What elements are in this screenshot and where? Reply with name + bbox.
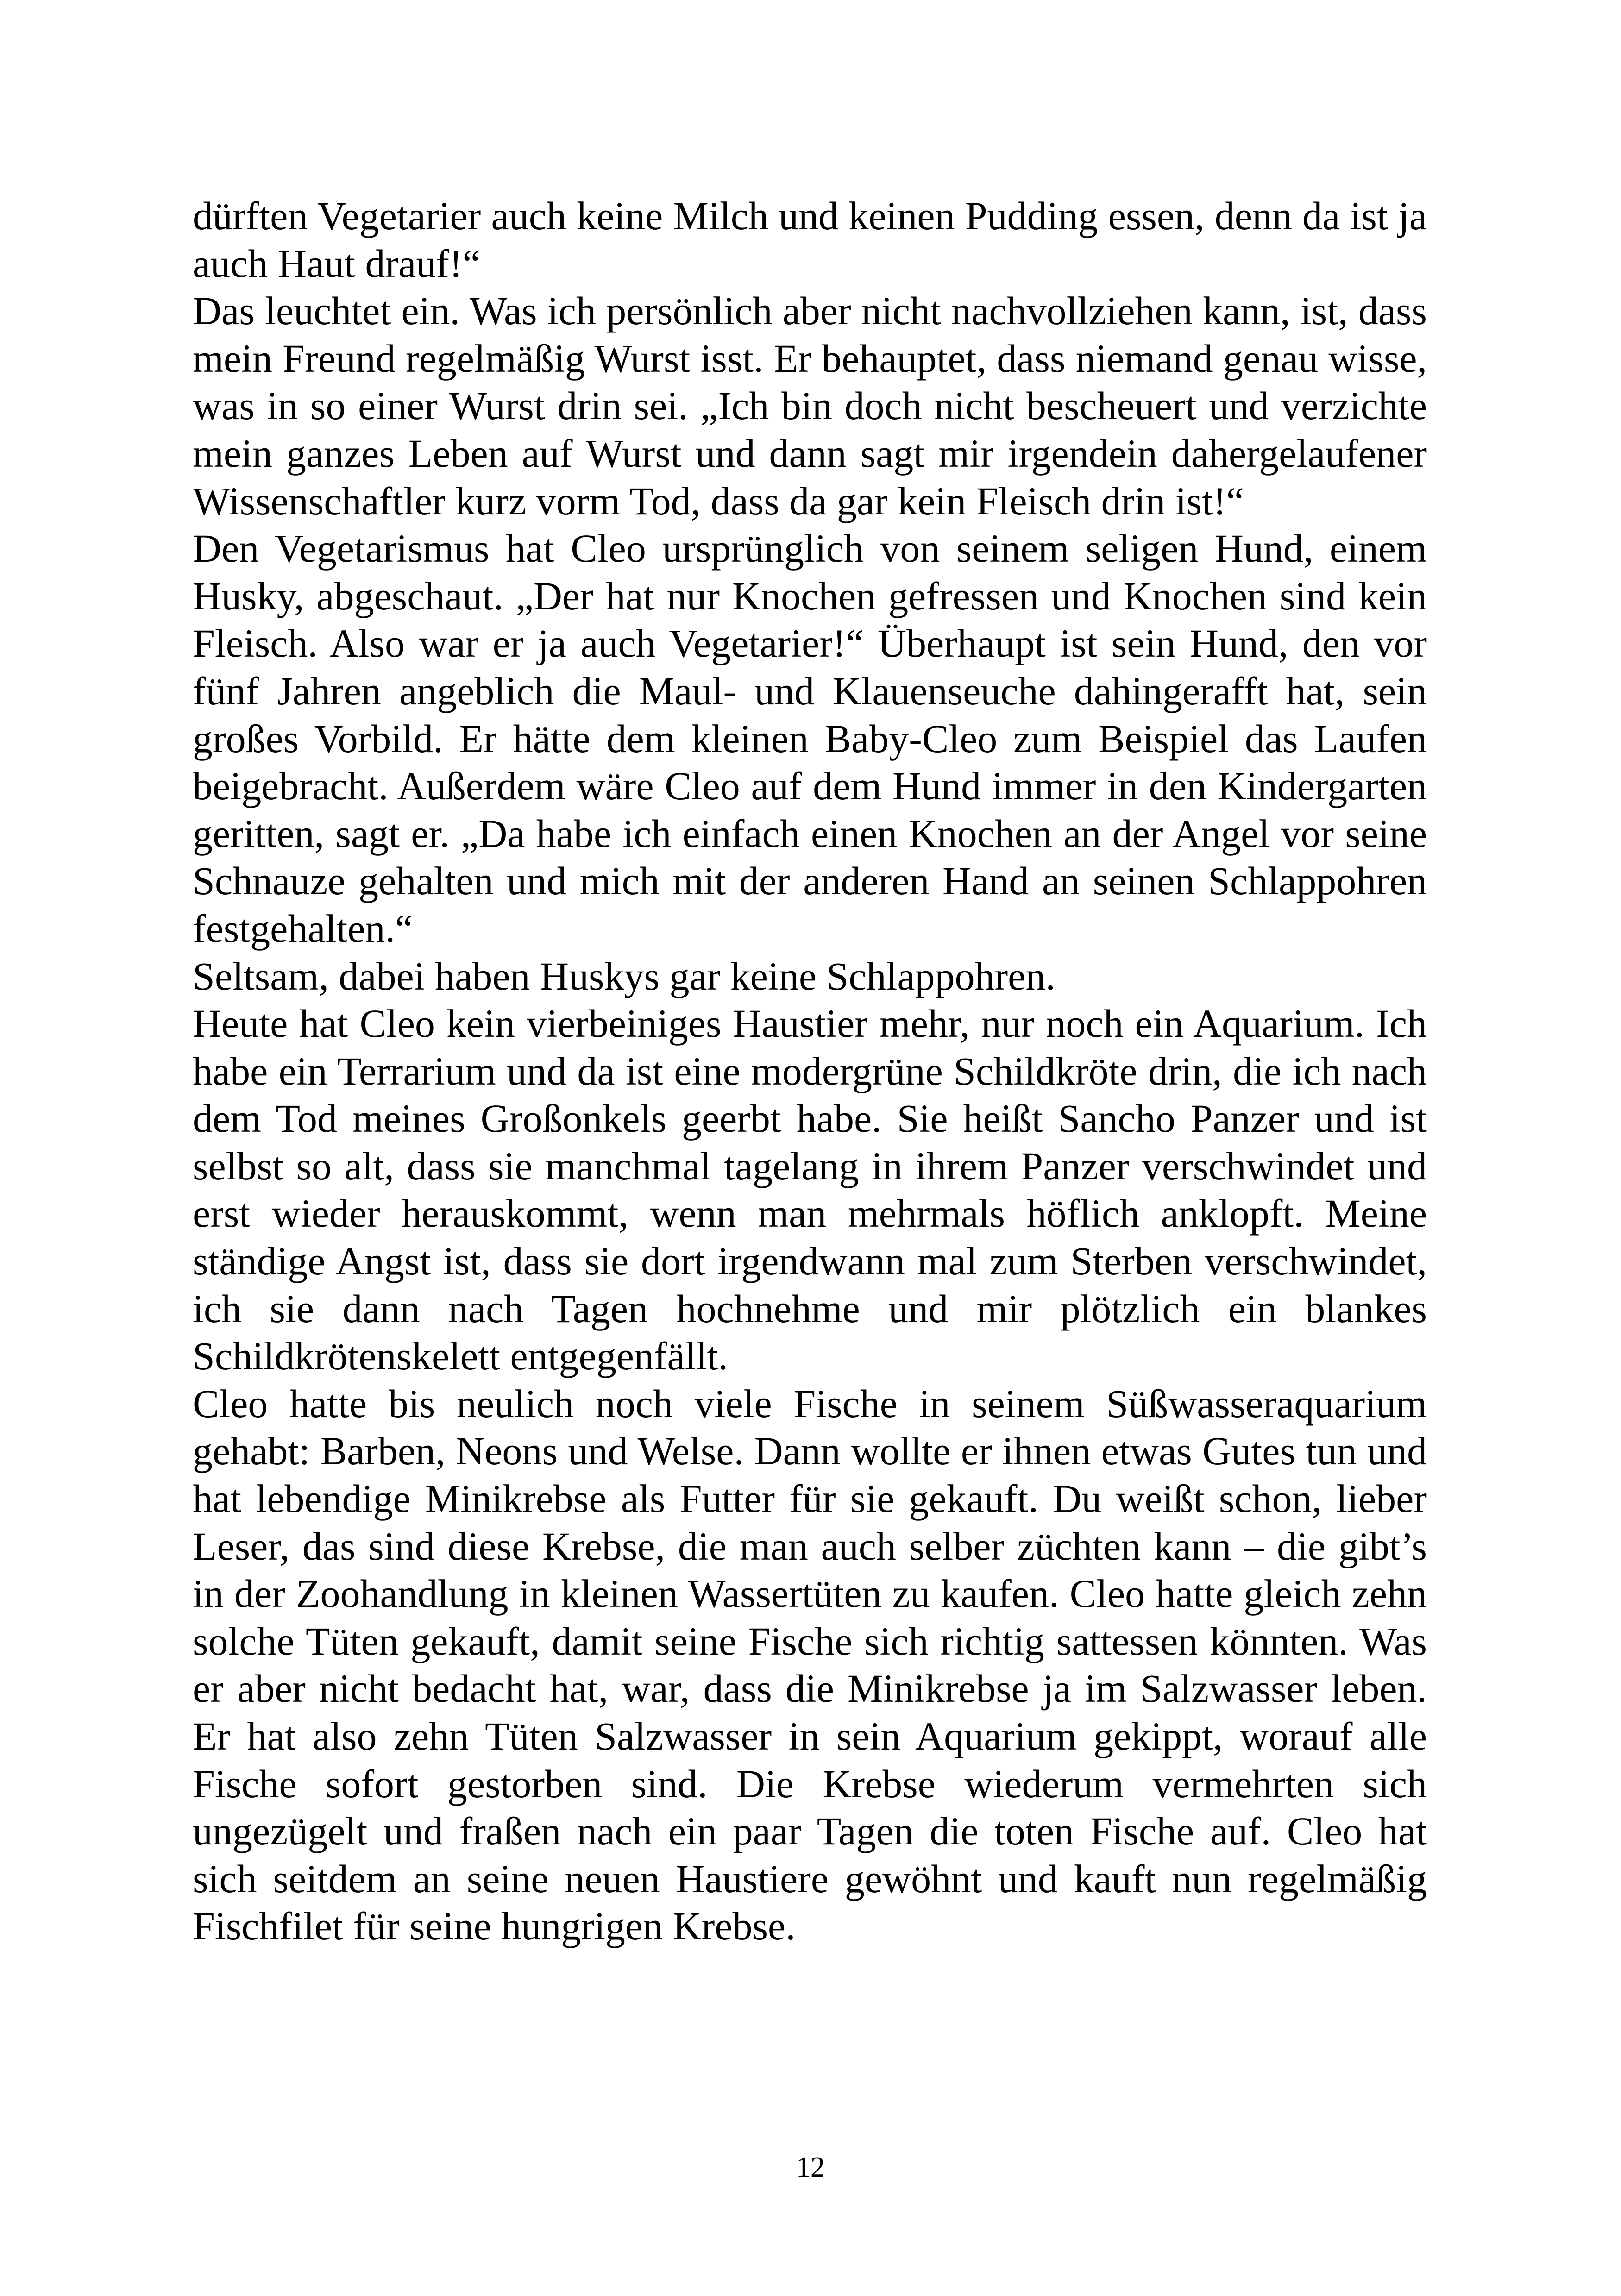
body-text [193, 192, 1427, 1950]
paragraph: Den Vegetarismus hat Cleo ursprünglich von seinem seligen Hund, einem Husky, abgeschaut. „Der hat nur Knochen gefressen und Knochen sind kein Fleisch. Also war er ja auch Vegetarier!“ Überhaupt ist sein Hund, den vor fünf Jahren angeblich die Maul- und Klauenseuche dahingerafft hat, sein großes Vorbild. Er hätte dem kleinen Baby-Cleo zum Beispiel das Laufen beigebracht. Außerdem wäre Cleo auf dem Hund immer in den Kindergarten geritten, sagt er. „Da habe ich einfach einen Knochen an der Angel vor seine Schnauze gehalten und mich mit der anderen Hand an seinen Schlappohren festgehalten.“ [193, 526, 1427, 951]
page-number: 12 [796, 2152, 825, 2183]
paragraph: Heute hat Cleo kein vierbeiniges Haustier mehr, nur noch ein Aquarium. Ich habe ein Terrarium und da ist eine modergrüne Schildkröte drin, die ich nach dem Tod meines Großonkels geerbt habe. Sie heißt Sancho Panzer und ist selbst so alt, dass sie manchmal tagelang in ihrem Panzer verschwindet und erst wieder herauskommt, wenn man mehrmals höflich anklopft. Meine ständige Angst ist, dass sie dort irgendwann mal zum Sterben verschwindet, ich sie dann nach Tagen hochnehme und mir plötzlich ein blankes Schildkrötenskelett entgegenfällt. [193, 1001, 1427, 1379]
paragraph: Cleo hatte bis neulich noch viele Fische in seinem Süßwasseraquarium gehabt: Barben, Neons und Welse. Dann wollte er ihnen etwas Gutes tun und hat lebendige Minikrebse als Futter für sie gekauft. Du weißt schon, lieber Leser, das sind diese Krebse, die man auch selber züchten kann – die gibt’s in der Zoohandlung in kleinen Wassertüten zu kaufen. Cleo hatte gleich zehn solche Tüten gekauft, damit seine Fische sich richtig sattessen könnten. Was er aber nicht bedacht hat, war, dass die Minikrebse ja im Salzwasser leben. Er hat also zehn Tüten Salzwasser in sein Aquarium gekippt, worauf alle Fische sofort gestorben sind. Die Krebse wiederum vermehrten sich ungezügelt und fraßen nach ein paar Tagen die toten Fische auf. Cleo hat sich seitdem an seine neuen Haustiere gewöhnt und kauft nun regelmäßig Fischfilet für seine hungrigen Krebse. [193, 1381, 1427, 1949]
paragraph: dürften Vegetarier auch keine Milch und keinen Pudding essen, denn da ist ja auch Haut drauf!“ [193, 194, 1427, 286]
paragraph: Das leuchtet ein. Was ich persönlich aber nicht nachvollziehen kann, ist, dass mein Freund regelmäßig Wurst isst. Er behauptet, dass niemand genau wisse, was in so einer Wurst drin sei. „Ich bin doch nicht bescheuert und verzichte mein ganzes Leben auf Wurst und dann sagt mir irgendein dahergelaufener Wissenschaftler kurz vorm Tod, dass da gar kein Fleisch drin ist!“ [193, 289, 1427, 523]
paragraph: Seltsam, dabei haben Huskys gar keine Schlappohren. [193, 954, 1056, 998]
